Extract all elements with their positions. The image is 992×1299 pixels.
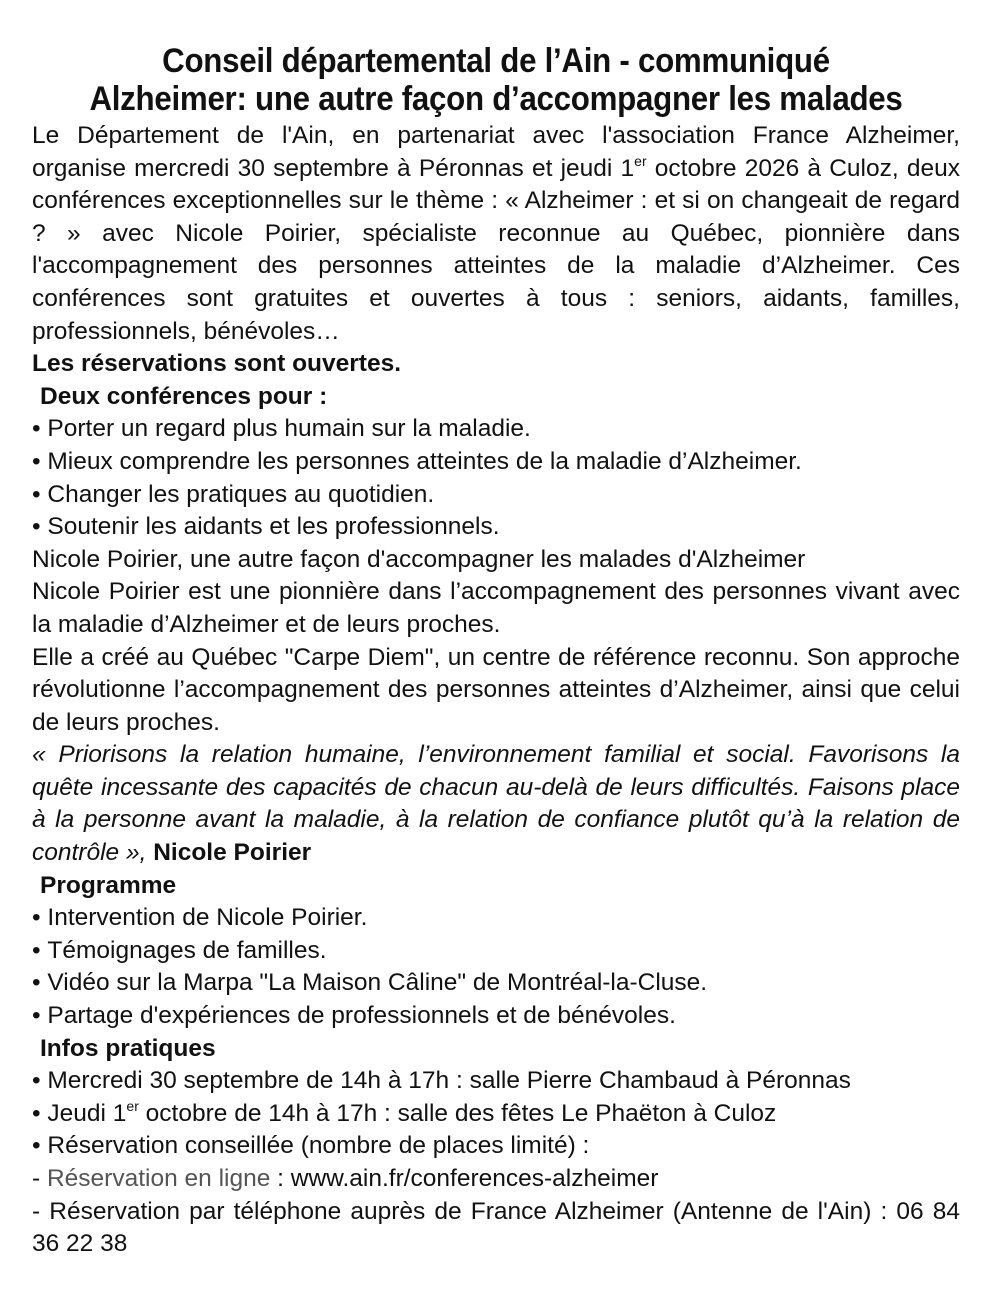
list-item: • Réservation conseillée (nombre de places limité) : [32,1130,960,1163]
online-label: Réservation en ligne [46,1165,271,1192]
infos-heading: Infos pratiques [40,1034,216,1062]
intro-text-2: octobre 2026 à Culoz, deux conférences exceptionnelles sur le thème : « Alzheimer : et si on changeait de regard ? » avec Nicole Poirier, spécialiste reconnue au Québec, pionnière dans l'accompagnement des personnes atteintes de la maladie d’Alzheimer. Ces conférences sont gratuites et ouvertes à tous : seniors, aidants, familles, professionnels, bénévoles… [32,154,960,345]
list-item: • Mieux comprendre les personnes atteintes de la maladie d’Alzheimer. [32,446,960,479]
intro-text-1: Le Département de l'Ain, en partenariat avec l'association France Alzheimer, organise mercredi 30 septembre à Péronnas et jeudi 1 [32,122,960,182]
conferences-list [32,413,960,543]
info-superscript: er [126,1097,139,1114]
reservations-open: Les réservations sont ouvertes. [32,350,402,378]
programme-heading: Programme [40,871,177,899]
online-prefix: - [32,1165,47,1192]
title-line-1: Conseil départemental de l’Ain - communiqué [162,42,830,80]
list-item [32,1098,960,1131]
list-item: • Témoignages de familles. [32,935,960,968]
phone-reservation: - Réservation par téléphone auprès de France Alzheimer (Antenne de l'Ain) : 06 84 36 22 38 [32,1197,960,1258]
info-date-text: Jeudi 1 [47,1099,127,1127]
info-date-rest: octobre de 14h à 17h : salle des fêtes Le Phaëton à Culoz [138,1099,777,1127]
title-line-2: Alzheimer: une autre façon d’accompagner les malades [89,80,903,118]
page-title [69,42,923,118]
quote-text: « Priorisons la relation humaine, l’environnement familial et social. Favorisons la quête incessante des capacités de chacun au-delà de leurs difficultés. Faisons place à la personne avant la maladie, à la relation de confiance plutôt qu’à la relation de contrôle », [32,741,960,867]
intro-superscript: er [634,152,647,169]
list-item: • Porter un regard plus humain sur la maladie. [32,413,960,446]
programme-list [32,902,960,1032]
online-reservation [32,1163,960,1196]
poirier-subtitle: Nicole Poirier, une autre façon d'accompagner les malades d'Alzheimer [32,545,806,573]
online-url: : www.ain.fr/conferences-alzheimer [270,1165,659,1192]
list-item: • Intervention de Nicole Poirier. [32,902,960,935]
infos-list [32,1065,960,1163]
list-item: • Mercredi 30 septembre de 14h à 17h : salle Pierre Chambaud à Péronnas [32,1065,960,1098]
list-item: • Changer les pratiques au quotidien. [32,479,960,512]
poirier-paragraph-1: Nicole Poirier est une pionnière dans l’accompagnement des personnes vivant avec la maladie d’Alzheimer et de leurs proches. [32,578,960,638]
list-item: • Partage d'expériences de professionnels et de bénévoles. [32,1000,960,1033]
conferences-heading: Deux conférences pour : [40,382,328,410]
poirier-quote [32,739,960,869]
list-item: • Vidéo sur la Marpa "La Maison Câline" de Montréal-la-Cluse. [32,967,960,1000]
intro-paragraph [32,120,960,348]
list-item: • Soutenir les aidants et les professionnels. [32,511,960,544]
poirier-paragraph-2: Elle a créé au Québec "Carpe Diem", un centre de référence reconnu. Son approche révolutionne l’accompagnement des personnes atteintes d’Alzheimer, ainsi que celui de leurs proches. [32,643,960,736]
quote-author: Nicole Poirier [146,839,312,867]
